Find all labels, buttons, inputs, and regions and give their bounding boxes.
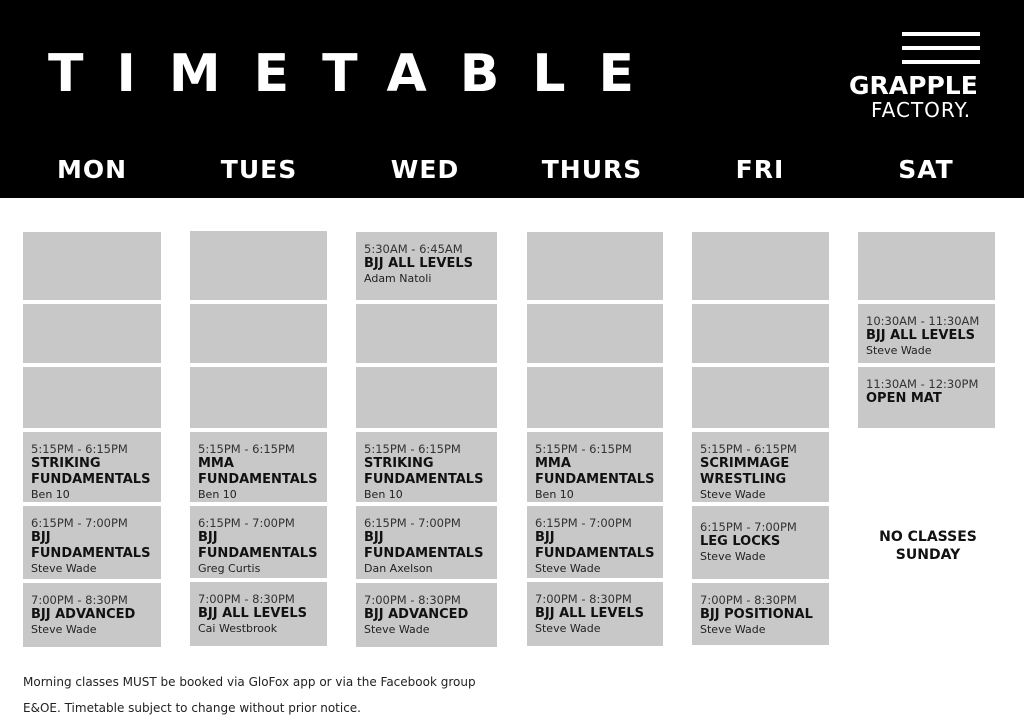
class-slot-thurs-2 — [527, 304, 663, 363]
class-time: 7:00PM - 8:30PM — [31, 593, 128, 607]
class-slot-fri-3 — [692, 367, 829, 428]
class-slot-sat-2 — [858, 304, 995, 363]
class-slot-wed-4 — [356, 432, 497, 502]
class-instructor: Ben 10 — [364, 488, 403, 501]
class-instructor: Dan Axelson — [364, 562, 433, 575]
class-slot-wed-2 — [356, 304, 497, 363]
class-instructor: Steve Wade — [700, 550, 766, 563]
class-instructor: Steve Wade — [700, 623, 766, 636]
class-slot-thurs-6 — [527, 582, 663, 646]
class-time: 7:00PM - 8:30PM — [535, 592, 632, 606]
class-slot-sat-3 — [858, 367, 995, 428]
class-slot-fri-5 — [692, 506, 829, 579]
no-classes-notice: NO CLASSES SUNDAY — [879, 529, 977, 563]
class-instructor: Ben 10 — [535, 488, 574, 501]
class-instructor: Greg Curtis — [198, 562, 261, 575]
footer-note-disclaimer: E&OE. Timetable subject to change without prior notice. — [23, 701, 361, 715]
logo-text-factory: FACTORY. — [871, 98, 972, 122]
day-header-wed: WED — [390, 155, 460, 184]
class-time: 6:15PM - 7:00PM — [31, 516, 128, 530]
class-time: 7:00PM - 8:30PM — [198, 592, 295, 606]
class-instructor: Steve Wade — [535, 622, 601, 635]
class-name: BJJ ALL LEVELS — [866, 328, 976, 343]
header-band — [0, 0, 1024, 198]
class-slot-mon-4 — [23, 432, 161, 502]
class-name: SCRIMMAGE WRESTLING — [700, 456, 790, 487]
class-instructor: Steve Wade — [31, 562, 97, 575]
class-time: 7:00PM - 8:30PM — [700, 593, 797, 607]
class-name: STRIKING FUNDAMENTALS — [31, 456, 151, 487]
class-time: 7:00PM - 8:30PM — [364, 593, 461, 607]
class-name: BJJ ALL LEVELS — [198, 606, 308, 621]
day-header-thurs: THURS — [541, 155, 643, 184]
class-instructor: Adam Natoli — [364, 272, 432, 285]
class-name: BJJ ADVANCED — [364, 607, 469, 622]
class-time: 11:30AM - 12:30PM — [866, 377, 979, 391]
class-instructor: Steve Wade — [866, 344, 932, 357]
class-name: STRIKING FUNDAMENTALS — [364, 456, 484, 487]
class-instructor: Steve Wade — [535, 562, 601, 575]
logo — [846, 30, 986, 130]
class-slot-wed-1 — [356, 232, 497, 300]
class-slot-mon-3 — [23, 367, 161, 428]
page-title: TIMETABLE — [48, 44, 668, 104]
class-slot-fri-6 — [692, 583, 829, 645]
class-name: BJJ FUNDAMENTALS — [31, 530, 151, 561]
class-slot-tues-1 — [190, 231, 327, 300]
class-time: 6:15PM - 7:00PM — [198, 516, 295, 530]
stripes-icon — [902, 60, 980, 64]
class-instructor: Ben 10 — [198, 488, 237, 501]
class-name: BJJ FUNDAMENTALS — [535, 530, 655, 561]
class-slot-mon-6 — [23, 583, 161, 647]
class-name: MMA FUNDAMENTALS — [535, 456, 655, 487]
class-time: 6:15PM - 7:00PM — [535, 516, 632, 530]
class-slot-wed-5 — [356, 506, 497, 579]
class-name: OPEN MAT — [866, 391, 942, 406]
class-slot-tues-3 — [190, 367, 327, 428]
class-name: MMA FUNDAMENTALS — [198, 456, 318, 487]
class-instructor: Ben 10 — [31, 488, 70, 501]
class-name: BJJ ALL LEVELS — [535, 606, 645, 621]
day-header-sat: SAT — [898, 155, 954, 184]
class-slot-tues-6 — [190, 582, 327, 646]
class-time: 6:15PM - 7:00PM — [364, 516, 461, 530]
class-time: 5:15PM - 6:15PM — [364, 442, 461, 456]
class-time: 5:15PM - 6:15PM — [198, 442, 295, 456]
class-slot-tues-5 — [190, 506, 327, 578]
class-slot-tues-2 — [190, 304, 327, 363]
class-slot-thurs-5 — [527, 506, 663, 578]
class-name: BJJ ADVANCED — [31, 607, 136, 622]
day-header-mon: MON — [56, 155, 128, 184]
class-slot-sat-1 — [858, 232, 995, 300]
class-slot-thurs-3 — [527, 367, 663, 428]
day-header-tues: TUES — [220, 155, 298, 184]
class-name: BJJ POSITIONAL — [700, 607, 813, 622]
class-slot-wed-6 — [356, 583, 497, 647]
class-time: 6:15PM - 7:00PM — [700, 520, 797, 534]
class-time: 5:15PM - 6:15PM — [700, 442, 797, 456]
class-name: LEG LOCKS — [700, 534, 781, 549]
class-time: 10:30AM - 11:30AM — [866, 314, 980, 328]
class-name: BJJ FUNDAMENTALS — [364, 530, 484, 561]
class-slot-fri-4 — [692, 432, 829, 502]
class-name: BJJ FUNDAMENTALS — [198, 530, 318, 561]
class-slot-mon-5 — [23, 506, 161, 579]
class-slot-fri-2 — [692, 304, 829, 363]
class-slot-fri-1 — [692, 232, 829, 300]
class-slot-mon-1 — [23, 232, 161, 300]
class-time: 5:30AM - 6:45AM — [364, 242, 463, 256]
class-time: 5:15PM - 6:15PM — [31, 442, 128, 456]
class-instructor: Steve Wade — [31, 623, 97, 636]
class-slot-mon-2 — [23, 304, 161, 363]
day-header-fri: FRI — [735, 155, 785, 184]
stripes-icon — [902, 46, 980, 50]
class-slot-thurs-4 — [527, 432, 663, 502]
class-instructor: Steve Wade — [700, 488, 766, 501]
class-slot-wed-3 — [356, 367, 497, 428]
class-name: BJJ ALL LEVELS — [364, 256, 474, 271]
stripes-icon — [902, 32, 980, 36]
class-time: 5:15PM - 6:15PM — [535, 442, 632, 456]
class-instructor: Cai Westbrook — [198, 622, 278, 635]
class-slot-thurs-1 — [527, 232, 663, 300]
class-instructor: Steve Wade — [364, 623, 430, 636]
class-slot-tues-4 — [190, 432, 327, 502]
logo-text-grapple: GRAPPLE — [849, 71, 978, 100]
footer-note-booking: Morning classes MUST be booked via GloFox app or via the Facebook group — [23, 675, 476, 689]
